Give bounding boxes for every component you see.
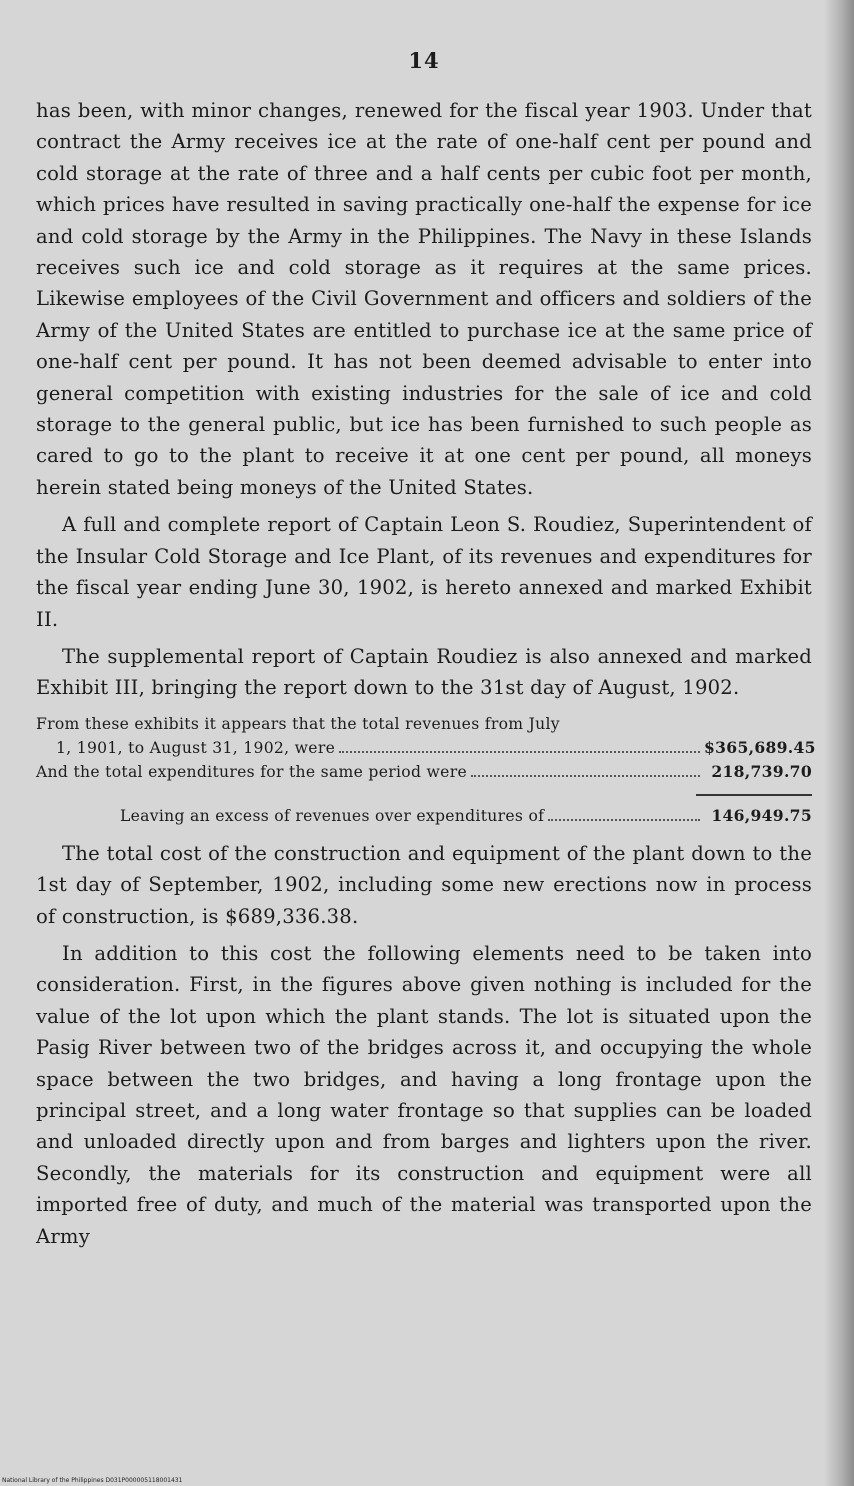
document-page <box>36 48 816 1252</box>
revenues-line-1: From these exhibits it appears that the total revenues from July <box>36 714 560 733</box>
paragraph-1: has been, with minor changes, renewed for the fiscal year 1903. Under that contract the Army receives ice at the rate of one-half cent per pound and cold storage at the rate of three and a half cents per cubic foot per month, which prices have resulted in saving practically one-half the expense for ice and cold storage by the Army in the Philippines. The Navy in these Islands receives such ice and cold storage as it requires at the same prices. Likewise employees of the Civil Government and officers and soldiers of the Army of the United States are entitled to purchase ice at the same price of one-half cent per pound. It has not been deemed advisable to enter into general competition with existing industries for the sale of ice and cold storage to the general public, but ice has been furnished to such people as cared to go to the plant to receive it at one cent per pound, all moneys herein stated being moneys of the United States. <box>36 99 812 499</box>
excess-amount: 146,949.75 <box>711 805 812 825</box>
paragraph-5: In addition to this cost the following elements need to be taken into consideration. First, in the figures above given nothing is included for the value of the lot upon which the plant stands. The lot is situated upon the Pasig River between two of the bridges across it, and occupying the whole space between the two bridges, and having a long frontage upon the principal street, and a long water frontage so that supplies can be loaded and unloaded directly upon and from barges and lighters upon the river. Secondly, the materials for its construction and equipment were all imported free of duty, and much of the material was transported upon the Army <box>36 941 812 1248</box>
paragraph-3: The supplemental report of Captain Roudiez is also annexed and marked Exhibit III, bringing the report down to the 31st day of August, 1902. <box>36 644 812 700</box>
archive-footer: National Library of the Philippines D031P000005118001431 <box>2 1477 183 1484</box>
page-number: 14 <box>408 48 440 73</box>
leader-dots <box>339 751 700 753</box>
finance-statement <box>36 712 816 828</box>
leader-dots <box>548 819 700 821</box>
total-rule <box>696 794 812 796</box>
paragraph-4: The total cost of the construction and equipment of the plant down to the 1st day of September, 1902, including some new erections now in process of construction, is $689,336.38. <box>36 841 812 928</box>
expenditures-amount: 218,739.70 <box>711 761 812 781</box>
scan-edge-shadow <box>824 0 854 1486</box>
excess-line: Leaving an excess of revenues over expenditures of 146,949.75 <box>36 804 812 828</box>
leader-dots <box>471 775 700 777</box>
expenditures-line: And the total expenditures for the same period were 218,739.70 <box>36 760 812 784</box>
revenues-amount: $365,689.45 <box>704 737 816 757</box>
revenues-line-2: 1, 1901, to August 31, 1902, were $365,689.45 <box>36 736 812 760</box>
paragraph-2: A full and complete report of Captain Leon S. Roudiez, Superintendent of the Insular Cold Storage and Ice Plant, of its revenues and expenditures for the fiscal year ending June 30, 1902, is hereto annexed and marked Exhibit II. <box>36 513 812 631</box>
